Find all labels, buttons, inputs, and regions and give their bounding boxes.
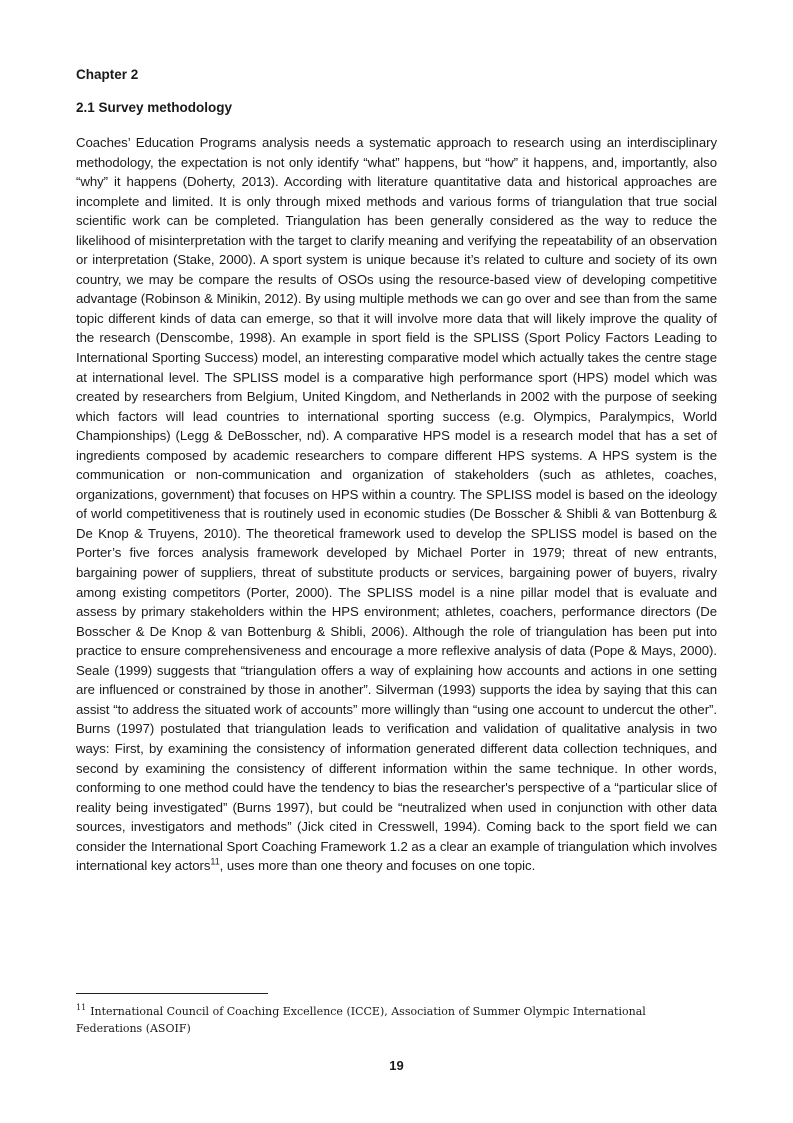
footnote-divider xyxy=(76,993,268,994)
page-number: 19 xyxy=(389,1058,404,1073)
footnote-number: 11 xyxy=(76,1003,87,1013)
footnote xyxy=(76,1003,676,1037)
body-tail-text: , uses more than one theory and focuses on one topic. xyxy=(219,858,536,874)
footnote-reference[interactable]: 11 xyxy=(210,856,220,867)
body-paragraph xyxy=(76,133,717,876)
footnote-text: International Council of Coaching Excellence (ICCE), Association of Summer Olympic International Federations (ASOIF) xyxy=(76,1005,646,1035)
section-title: 2.1 Survey methodology xyxy=(76,100,233,115)
chapter-title: Chapter 2 xyxy=(76,67,139,82)
body-main-text: Coaches’ Education Programs analysis needs a systematic approach to research using an interdisciplinary methodology, the expectation is not only identify “what” happens, but “how” it happens, and, importantly, also “why” it happens (Doherty, 2013). According with literature quantitative data and historical approaches are incomplete and limited. It is only through mixed methods and various forms of triangulation that true social scientific work can be completed. Triangulation has been generally considered as the way to reduce the likelihood of misinterpretation with the target to clarify meaning and verifying the repeatability of an observation or interpretation (Stake, 2000). A sport system is unique because it’s related to culture and society of its own country, we may be compare the results of OSOs using the resource-based view of developing competitive advantage (Robinson & Minikin, 2012). By using multiple methods we can go over and see than from the same topic different kinds of data can emerge, so that it will involve more data that will likely improve the quality of the research (Denscombe, 1998). An example in sport field is the SPLISS (Sport Policy Factors Leading to International Sporting Success) model, an interesting comparative model which actually takes the centre stage at international level. The SPLISS model is a comparative high performance sport (HPS) model which was created by researchers from Belgium, United Kingdom, and Netherlands in 2002 with the purpose of seeking which factors will lead countries to international sporting success (e.g. Olympics, Paralympics, World Championships) (Legg & DeBosscher, nd). A comparative HPS model is a research model that has a set of ingredients composed by academic researchers to compare different HPS systems. A HPS system is the communication or non-communication and organization of stakeholders (such as athletes, coaches, organizations, government) that focuses on HPS within a country. The SPLISS model is based on the ideology of world competitiveness that is routinely used in economic studies (De Bosscher & Shibli & van Bottenburg & De Knop & Truyens, 2010). The theoretical framework used to develop the SPLISS model is based on the Porter’s five forces analysis framework developed by Michael Porter in 1979; threat of new entrants, bargaining power of suppliers, threat of substitute products or services, bargaining power of buyers, rivalry among existing competitors (Porter, 2000). The SPLISS model is a nine pillar model that is evaluate and assess by primary stakeholders within the HPS environment; athletes, coachers, performance directors (De Bosscher & De Knop & van Bottenburg & Shibli, 2006). Although the role of triangulation has been put into practice to ensure comprehensiveness and encourage a more reflexive analysis of data (Pope & Mays, 2000). Seale (1999) suggests that “triangulation offers a way of explaining how accounts and actions in one setting are influenced or constrained by those in another”. Silverman (1993) supports the idea by saying that this can assist “to address the situated work of accounts” more willingly than “using one account to undercut the other”. Burns (1997) postulated that triangulation leads to verification and validation of qualitative analysis in two ways: First, by examining the consistency of information generated different data collection techniques, and second by examining the consistency of different information within the same technique. In other words, conforming to one method could have the tendency to bias the researcher's perspective of a “particular slice of reality being investigated” (Burns 1997), but could be “neutralized when used in conjunction with other data sources, investigators and methods” (Jick cited in Cresswell, 1994). Coming back to the sport field we can consider the International Sport Coaching Framework 1.2 as a clear an example of triangulation which involves international key actors xyxy=(76,135,717,874)
